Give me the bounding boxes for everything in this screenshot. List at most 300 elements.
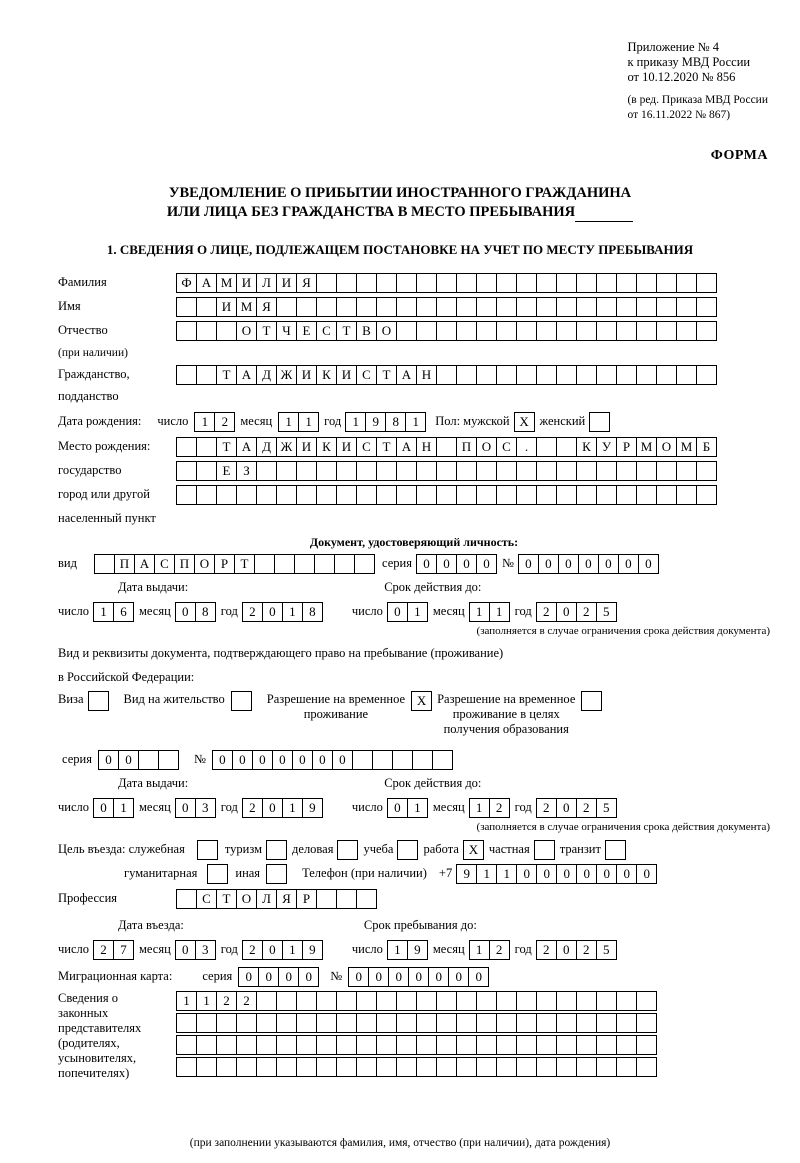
birth-day-input[interactable] [194,412,234,432]
form-cell[interactable] [336,991,357,1011]
form-cell[interactable] [456,1057,477,1077]
form-cell[interactable] [516,321,537,341]
form-cell[interactable] [376,297,397,317]
form-cell[interactable] [496,1057,517,1077]
form-cell[interactable] [556,1057,577,1077]
form-cell[interactable]: А [236,365,257,385]
form-cell[interactable] [216,321,237,341]
purpose-study-checkbox[interactable] [397,840,417,860]
form-cell[interactable] [296,1013,317,1033]
form-cell[interactable] [216,1013,237,1033]
form-cell[interactable]: Р [616,437,637,457]
legal-rep-row-4[interactable] [176,1057,656,1077]
form-cell[interactable]: Т [234,554,255,574]
form-cell[interactable] [316,889,337,909]
form-cell[interactable] [276,485,297,505]
form-cell[interactable]: 1 [345,412,366,432]
form-cell[interactable] [516,461,537,481]
form-cell[interactable]: О [236,321,257,341]
form-cell[interactable]: М [636,437,657,457]
doc-valid-month-input[interactable] [469,602,509,622]
form-cell[interactable] [356,1013,377,1033]
form-cell[interactable]: Т [256,321,277,341]
form-cell[interactable]: 1 [407,602,428,622]
form-cell[interactable] [436,1013,457,1033]
form-cell[interactable]: 2 [536,940,557,960]
entry-day-input[interactable] [93,940,133,960]
form-cell[interactable]: 6 [113,602,134,622]
form-cell[interactable]: 9 [365,412,386,432]
form-cell[interactable] [576,365,597,385]
form-cell[interactable]: 9 [302,798,323,818]
form-cell[interactable]: 2 [242,798,263,818]
form-cell[interactable] [274,554,295,574]
form-cell[interactable] [396,461,417,481]
form-cell[interactable] [576,321,597,341]
form-cell[interactable]: Ж [276,365,297,385]
form-cell[interactable] [336,1035,357,1055]
permit-issue-day-input[interactable] [93,798,133,818]
phone-input[interactable] [456,864,656,884]
form-cell[interactable] [316,991,337,1011]
form-cell[interactable]: 7 [113,940,134,960]
form-cell[interactable] [636,365,657,385]
form-cell[interactable] [636,1035,657,1055]
form-cell[interactable]: 0 [636,864,657,884]
form-cell[interactable] [616,297,637,317]
migration-series-input[interactable] [238,967,318,987]
form-cell[interactable] [356,485,377,505]
form-cell[interactable]: 1 [298,412,319,432]
form-cell[interactable] [496,991,517,1011]
form-cell[interactable]: 1 [196,991,217,1011]
form-cell[interactable]: 0 [556,940,577,960]
purpose-work-checkbox[interactable] [463,840,483,860]
form-cell[interactable]: А [236,437,257,457]
form-cell[interactable] [636,321,657,341]
form-cell[interactable]: И [336,437,357,457]
form-cell[interactable] [256,1013,277,1033]
form-cell[interactable] [316,485,337,505]
form-cell[interactable] [456,1035,477,1055]
form-cell[interactable] [197,840,218,860]
form-cell[interactable]: X [411,691,432,711]
form-cell[interactable]: 0 [175,798,196,818]
form-cell[interactable]: 0 [93,798,114,818]
form-cell[interactable] [412,750,433,770]
form-cell[interactable]: Р [296,889,317,909]
form-cell[interactable]: 0 [278,967,299,987]
form-cell[interactable]: 0 [536,864,557,884]
form-cell[interactable]: У [596,437,617,457]
form-cell[interactable]: Н [416,437,437,457]
form-cell[interactable]: 0 [448,967,469,987]
form-cell[interactable] [656,485,677,505]
form-cell[interactable] [496,297,517,317]
form-cell[interactable]: 2 [216,991,237,1011]
purpose-private-checkbox[interactable] [534,840,554,860]
permit-series-input[interactable] [98,750,178,770]
form-cell[interactable] [236,1013,257,1033]
form-cell[interactable] [436,1035,457,1055]
form-cell[interactable] [476,321,497,341]
form-cell[interactable]: 0 [518,554,539,574]
form-cell[interactable] [176,485,197,505]
form-cell[interactable] [276,1035,297,1055]
form-cell[interactable] [356,1057,377,1077]
form-cell[interactable] [616,1035,637,1055]
stay-day-input[interactable] [387,940,427,960]
form-cell[interactable]: 1 [489,602,510,622]
form-cell[interactable]: 1 [469,940,490,960]
permit-issue-month-input[interactable] [175,798,215,818]
purpose-service-checkbox[interactable] [197,840,217,860]
form-cell[interactable]: 1 [282,602,303,622]
form-cell[interactable]: И [296,365,317,385]
form-cell[interactable]: 0 [272,750,293,770]
form-cell[interactable]: 0 [252,750,273,770]
form-cell[interactable]: 9 [407,940,428,960]
form-cell[interactable]: О [236,889,257,909]
permit-issue-year-input[interactable] [242,798,322,818]
form-cell[interactable] [266,840,287,860]
form-cell[interactable] [176,321,197,341]
form-cell[interactable] [316,1035,337,1055]
form-cell[interactable]: 0 [538,554,559,574]
birth-city-input[interactable] [176,461,716,481]
form-cell[interactable] [196,321,217,341]
form-cell[interactable]: 5 [596,602,617,622]
form-cell[interactable]: Е [216,461,237,481]
form-cell[interactable] [436,991,457,1011]
form-cell[interactable] [356,273,377,293]
form-cell[interactable] [196,485,217,505]
form-cell[interactable]: 5 [596,940,617,960]
form-cell[interactable] [94,554,115,574]
form-cell[interactable] [616,991,637,1011]
form-cell[interactable]: К [576,437,597,457]
form-cell[interactable] [392,750,413,770]
form-cell[interactable] [536,297,557,317]
form-cell[interactable] [336,1057,357,1077]
form-cell[interactable] [396,1013,417,1033]
form-cell[interactable] [337,840,358,860]
form-cell[interactable]: 1 [476,864,497,884]
form-cell[interactable]: 0 [292,750,313,770]
form-cell[interactable] [476,1013,497,1033]
form-cell[interactable]: И [216,297,237,317]
form-cell[interactable] [596,991,617,1011]
form-cell[interactable]: Н [416,365,437,385]
form-cell[interactable] [516,297,537,317]
temp-residence-edu-checkbox[interactable] [581,691,601,711]
form-cell[interactable] [456,365,477,385]
form-cell[interactable]: 0 [468,967,489,987]
form-cell[interactable] [496,485,517,505]
form-cell[interactable] [576,1035,597,1055]
form-cell[interactable]: 0 [596,864,617,884]
form-cell[interactable] [296,991,317,1011]
form-cell[interactable] [676,485,697,505]
form-cell[interactable]: Д [256,365,277,385]
permit-valid-year-input[interactable] [536,798,616,818]
form-cell[interactable]: 0 [298,967,319,987]
form-cell[interactable]: 0 [98,750,119,770]
form-cell[interactable]: 8 [385,412,406,432]
form-cell[interactable] [636,273,657,293]
form-cell[interactable] [576,297,597,317]
form-cell[interactable]: 0 [368,967,389,987]
form-cell[interactable] [416,297,437,317]
form-cell[interactable] [436,297,457,317]
form-cell[interactable] [536,991,557,1011]
form-cell[interactable]: 2 [576,602,597,622]
form-cell[interactable] [256,461,277,481]
visa-checkbox[interactable] [88,691,108,711]
form-cell[interactable] [636,461,657,481]
form-cell[interactable] [296,1035,317,1055]
form-cell[interactable]: 9 [456,864,477,884]
form-cell[interactable] [296,461,317,481]
form-cell[interactable] [676,365,697,385]
form-cell[interactable]: 1 [469,798,490,818]
form-cell[interactable]: О [476,437,497,457]
form-cell[interactable] [456,485,477,505]
form-cell[interactable] [536,1013,557,1033]
form-cell[interactable] [596,297,617,317]
form-cell[interactable]: Т [216,365,237,385]
sex-female-checkbox[interactable] [589,412,609,432]
form-cell[interactable] [296,485,317,505]
form-cell[interactable]: 0 [556,798,577,818]
form-cell[interactable] [496,321,517,341]
form-cell[interactable]: И [296,437,317,457]
form-cell[interactable]: О [194,554,215,574]
form-cell[interactable]: 2 [489,940,510,960]
form-cell[interactable]: 0 [618,554,639,574]
form-cell[interactable] [636,485,657,505]
form-cell[interactable]: 0 [556,602,577,622]
form-cell[interactable]: 5 [596,798,617,818]
form-cell[interactable] [138,750,159,770]
form-cell[interactable] [496,1035,517,1055]
form-cell[interactable] [556,485,577,505]
form-cell[interactable]: 0 [387,602,408,622]
form-cell[interactable] [176,1035,197,1055]
doc-valid-year-input[interactable] [536,602,616,622]
form-cell[interactable] [534,840,555,860]
form-cell[interactable] [296,1057,317,1077]
form-cell[interactable]: 0 [258,967,279,987]
birth-state-input[interactable] [176,437,716,457]
form-cell[interactable] [616,273,637,293]
form-cell[interactable]: 0 [408,967,429,987]
form-cell[interactable]: 0 [558,554,579,574]
form-cell[interactable] [556,365,577,385]
form-cell[interactable]: 0 [556,864,577,884]
form-cell[interactable] [536,1035,557,1055]
form-cell[interactable] [636,297,657,317]
sex-male-checkbox[interactable] [514,412,534,432]
form-cell[interactable]: 0 [416,554,437,574]
form-cell[interactable] [196,1057,217,1077]
form-cell[interactable] [676,273,697,293]
form-cell[interactable] [266,864,287,884]
form-cell[interactable]: Ж [276,437,297,457]
form-cell[interactable] [396,1057,417,1077]
form-cell[interactable] [396,297,417,317]
form-cell[interactable] [256,485,277,505]
form-cell[interactable]: Я [276,889,297,909]
form-cell[interactable] [616,461,637,481]
form-cell[interactable] [436,365,457,385]
form-cell[interactable] [436,437,457,457]
form-cell[interactable] [616,365,637,385]
form-cell[interactable] [476,461,497,481]
form-cell[interactable] [396,991,417,1011]
form-cell[interactable]: 2 [93,940,114,960]
form-cell[interactable] [556,273,577,293]
form-cell[interactable]: 2 [489,798,510,818]
form-cell[interactable] [397,840,418,860]
form-cell[interactable] [336,273,357,293]
form-cell[interactable] [556,297,577,317]
form-cell[interactable] [356,889,377,909]
form-cell[interactable] [656,461,677,481]
form-cell[interactable] [416,1013,437,1033]
form-cell[interactable]: Я [296,273,317,293]
purpose-other-checkbox[interactable] [266,864,286,884]
form-cell[interactable] [376,991,397,1011]
form-cell[interactable]: 0 [212,750,233,770]
temp-residence-checkbox[interactable] [411,691,431,711]
form-cell[interactable] [316,297,337,317]
form-cell[interactable] [616,485,637,505]
purpose-tourism-checkbox[interactable] [266,840,286,860]
form-cell[interactable] [236,485,257,505]
permit-valid-month-input[interactable] [469,798,509,818]
form-cell[interactable]: Я [256,297,277,317]
form-cell[interactable] [316,461,337,481]
form-cell[interactable]: 1 [405,412,426,432]
form-cell[interactable]: 1 [282,940,303,960]
residence-permit-checkbox[interactable] [231,691,251,711]
form-cell[interactable] [476,485,497,505]
form-cell[interactable]: Т [376,365,397,385]
form-cell[interactable] [276,991,297,1011]
form-cell[interactable] [296,297,317,317]
form-cell[interactable]: 1 [407,798,428,818]
form-cell[interactable]: А [134,554,155,574]
form-cell[interactable] [88,691,109,711]
form-cell[interactable] [336,461,357,481]
form-cell[interactable] [656,321,677,341]
permit-valid-day-input[interactable] [387,798,427,818]
form-cell[interactable] [696,297,717,317]
form-cell[interactable] [436,321,457,341]
form-cell[interactable] [456,321,477,341]
form-cell[interactable] [636,1057,657,1077]
form-cell[interactable] [516,273,537,293]
form-cell[interactable] [696,365,717,385]
form-cell[interactable] [436,273,457,293]
form-cell[interactable] [416,991,437,1011]
form-cell[interactable] [576,1057,597,1077]
form-cell[interactable]: М [676,437,697,457]
form-cell[interactable] [516,485,537,505]
purpose-humanitarian-checkbox[interactable] [207,864,227,884]
form-cell[interactable] [696,273,717,293]
form-cell[interactable] [581,691,602,711]
form-cell[interactable]: 0 [262,798,283,818]
form-cell[interactable]: С [496,437,517,457]
form-cell[interactable] [314,554,335,574]
form-cell[interactable]: 2 [214,412,235,432]
form-cell[interactable] [336,297,357,317]
form-cell[interactable] [536,485,557,505]
form-cell[interactable]: Т [336,321,357,341]
form-cell[interactable] [676,461,697,481]
form-cell[interactable] [476,365,497,385]
form-cell[interactable] [556,1035,577,1055]
form-cell[interactable]: С [356,437,377,457]
form-cell[interactable] [416,461,437,481]
entry-year-input[interactable] [242,940,322,960]
form-cell[interactable] [616,1013,637,1033]
form-cell[interactable] [476,273,497,293]
form-cell[interactable] [616,321,637,341]
form-cell[interactable] [496,365,517,385]
form-cell[interactable]: 3 [195,940,216,960]
form-cell[interactable]: П [174,554,195,574]
form-cell[interactable]: 0 [175,602,196,622]
form-cell[interactable] [316,1057,337,1077]
form-cell[interactable] [196,365,217,385]
form-cell[interactable] [316,273,337,293]
form-cell[interactable]: С [196,889,217,909]
form-cell[interactable] [516,1013,537,1033]
form-cell[interactable] [476,297,497,317]
form-cell[interactable]: 0 [238,967,259,987]
form-cell[interactable]: А [196,273,217,293]
form-cell[interactable] [416,321,437,341]
form-cell[interactable]: Д [256,437,277,457]
form-cell[interactable] [576,991,597,1011]
form-cell[interactable] [456,991,477,1011]
form-cell[interactable] [556,991,577,1011]
form-cell[interactable]: Е [296,321,317,341]
form-cell[interactable]: 8 [195,602,216,622]
form-cell[interactable]: 0 [436,554,457,574]
name-input[interactable] [176,297,716,317]
form-cell[interactable]: И [236,273,257,293]
form-cell[interactable] [456,1013,477,1033]
form-cell[interactable] [376,1013,397,1033]
form-cell[interactable] [516,991,537,1011]
form-cell[interactable] [596,321,617,341]
form-cell[interactable] [352,750,373,770]
form-cell[interactable] [294,554,315,574]
form-cell[interactable] [556,437,577,457]
form-cell[interactable]: М [236,297,257,317]
form-cell[interactable] [176,1057,197,1077]
form-cell[interactable] [476,1057,497,1077]
form-cell[interactable] [436,485,457,505]
form-cell[interactable]: П [456,437,477,457]
form-cell[interactable] [316,1013,337,1033]
form-cell[interactable]: Л [256,889,277,909]
form-cell[interactable]: 0 [332,750,353,770]
